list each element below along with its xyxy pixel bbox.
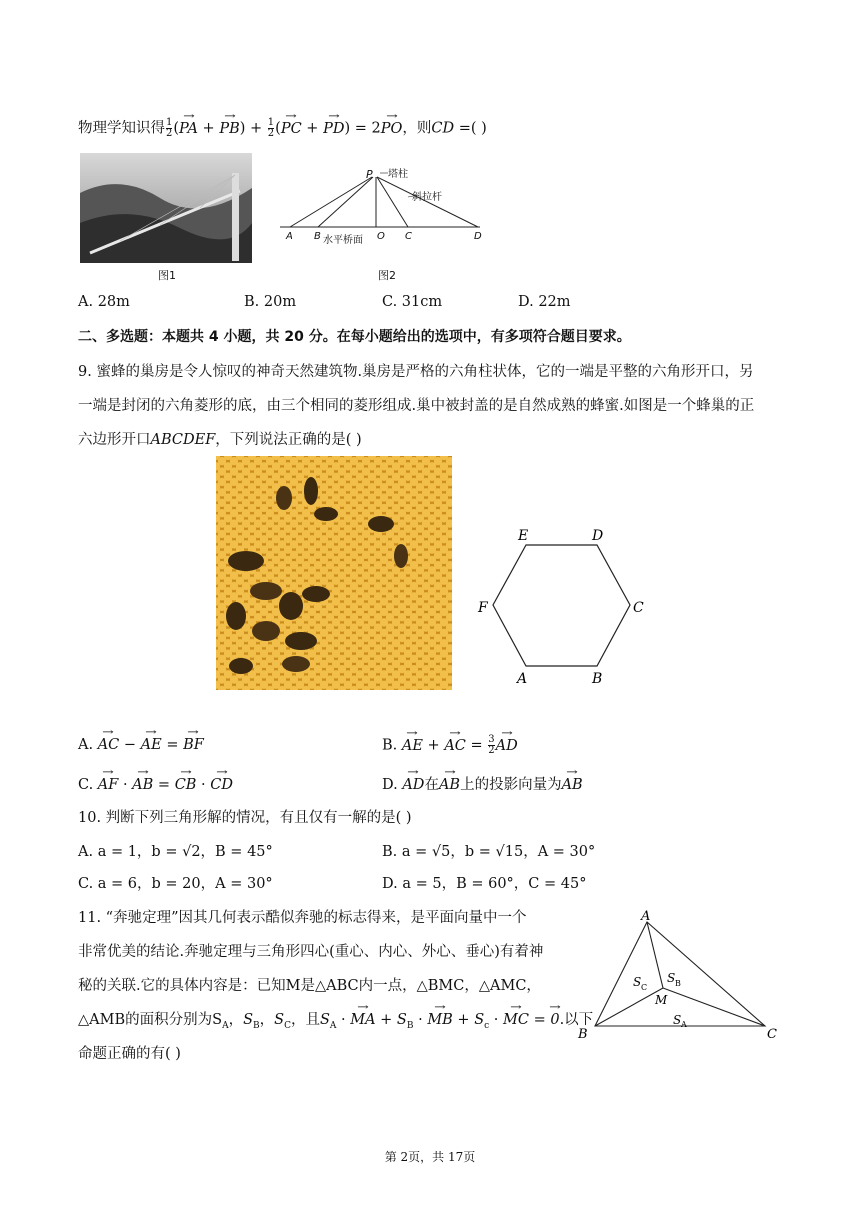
svg-text:B: B [675,979,681,988]
q8-formula-line: 物理学知识得 $\frac{1}{2}$ (→ PA + → PB) + $\frac{1}{2}$ (→ PC + → PD) = 2→ PO，则CD =( ) [78,118,487,139]
q9-line1: 9. 蜜蜂的巢房是令人惊叹的神奇天然建筑物.巢房是严格的六角柱状体，它的一端是平整的六角形开口，另 [78,364,754,380]
q10-stem: 10. 判断下列三角形解的情况，有且仅有一解的是( ) [78,810,412,826]
q10-option-d[interactable]: D. a = 5，B = 60°，C = 45° [382,876,587,892]
q11-line5: 命题正确的有( ) [78,1046,181,1062]
q9-line3: 六边形开口ABCDEF，下列说法正确的是( ) [78,432,362,448]
bridge-photo [80,153,252,263]
page-footer: 第 2页，共 17页 [384,1150,476,1164]
q9-line2: 一端是封闭的六角菱形的底，由三个相同的菱形组成.巢中被封盖的是自然成熟的蜂蜜.如图是一个蜂巢的正 [78,398,755,414]
q9-option-c[interactable]: C. → AF · → AB = → CB · → CD [78,775,233,795]
hex-label-A: A [517,671,528,687]
tri-label-B: B [578,1027,588,1042]
q10-option-b[interactable]: B. a = √5，b = √15，A = 30° [382,844,596,860]
section2-heading: 二、多选题：本题共 4 小题，共 20 分。在每小题给出的选项中，有多项符合题目要求。 [78,329,631,345]
q9-option-d[interactable]: D. → AD在→ AB上的投影向量为→ AB [382,775,583,795]
q8-option-d[interactable]: D. 22m [518,294,571,310]
tri-label-SA: S [673,1013,682,1027]
svg-text:A: A [681,1020,687,1029]
hexagon-diagram [470,520,660,690]
label-bridge: 水平桥面 [323,235,363,246]
tri-label-A: A [641,909,651,924]
label-cable: 斜拉杆 [412,192,442,203]
q11-line1: 11. “奔驰定理”因其几何表示酷似奔驰的标志得来，是平面向量中一个 [78,910,527,926]
hex-label-F: F [478,600,488,616]
label-P: P [366,168,373,181]
q8-option-b[interactable]: B. 20m [244,294,297,310]
svg-text:C: C [641,983,648,992]
hex-label-D: D [592,528,604,544]
label-B: B [314,231,321,242]
q8-option-c[interactable]: C. 31cm [382,294,443,310]
label-tower: 塔柱 [388,169,408,180]
label-C: C [405,231,412,242]
hex-label-C: C [633,600,644,616]
tri-label-C: C [767,1027,777,1042]
hex-label-E: E [518,528,529,544]
q9-option-b[interactable]: B. → AE + → AC = $\frac{3}{2}$ → AD [382,735,518,756]
q10-option-a[interactable]: A. a = 1，b = √2，B = 45° [78,844,273,860]
honeycomb-photo [216,456,452,690]
q11-line4: △AMB的面积分别为$S_A$，$S_B$，$S_C$，且$S_A$ · → MA + $S_B$ · → MB + $S_c$ · → MC = → 0.以下 [78,1010,593,1036]
q9-option-a[interactable]: A. → AC − → AE = → BF [78,735,204,755]
label-D: D [474,231,482,242]
label-A: A [286,231,293,242]
label-O: O [377,231,385,242]
fig1-caption: 图1 [158,269,176,282]
triangle-diagram [575,908,785,1043]
tri-label-M: M [655,993,668,1007]
hex-label-B: B [592,671,603,687]
q10-option-c[interactable]: C. a = 6，b = 20，A = 30° [78,876,273,892]
fig2-caption: 图2 [378,269,396,282]
q11-line3: 秘的关联.它的具体内容是：已知M是△ABC内一点，△BMC，△AMC， [78,978,541,994]
q11-line2: 非常优美的结论.奔驰定理与三角形四心(重心、内心、外心、垂心)有着神 [78,944,544,960]
tri-label-SC: S [633,975,642,989]
tri-label-SB: S [667,971,676,985]
q8-option-a[interactable]: A. 28m [78,294,130,310]
